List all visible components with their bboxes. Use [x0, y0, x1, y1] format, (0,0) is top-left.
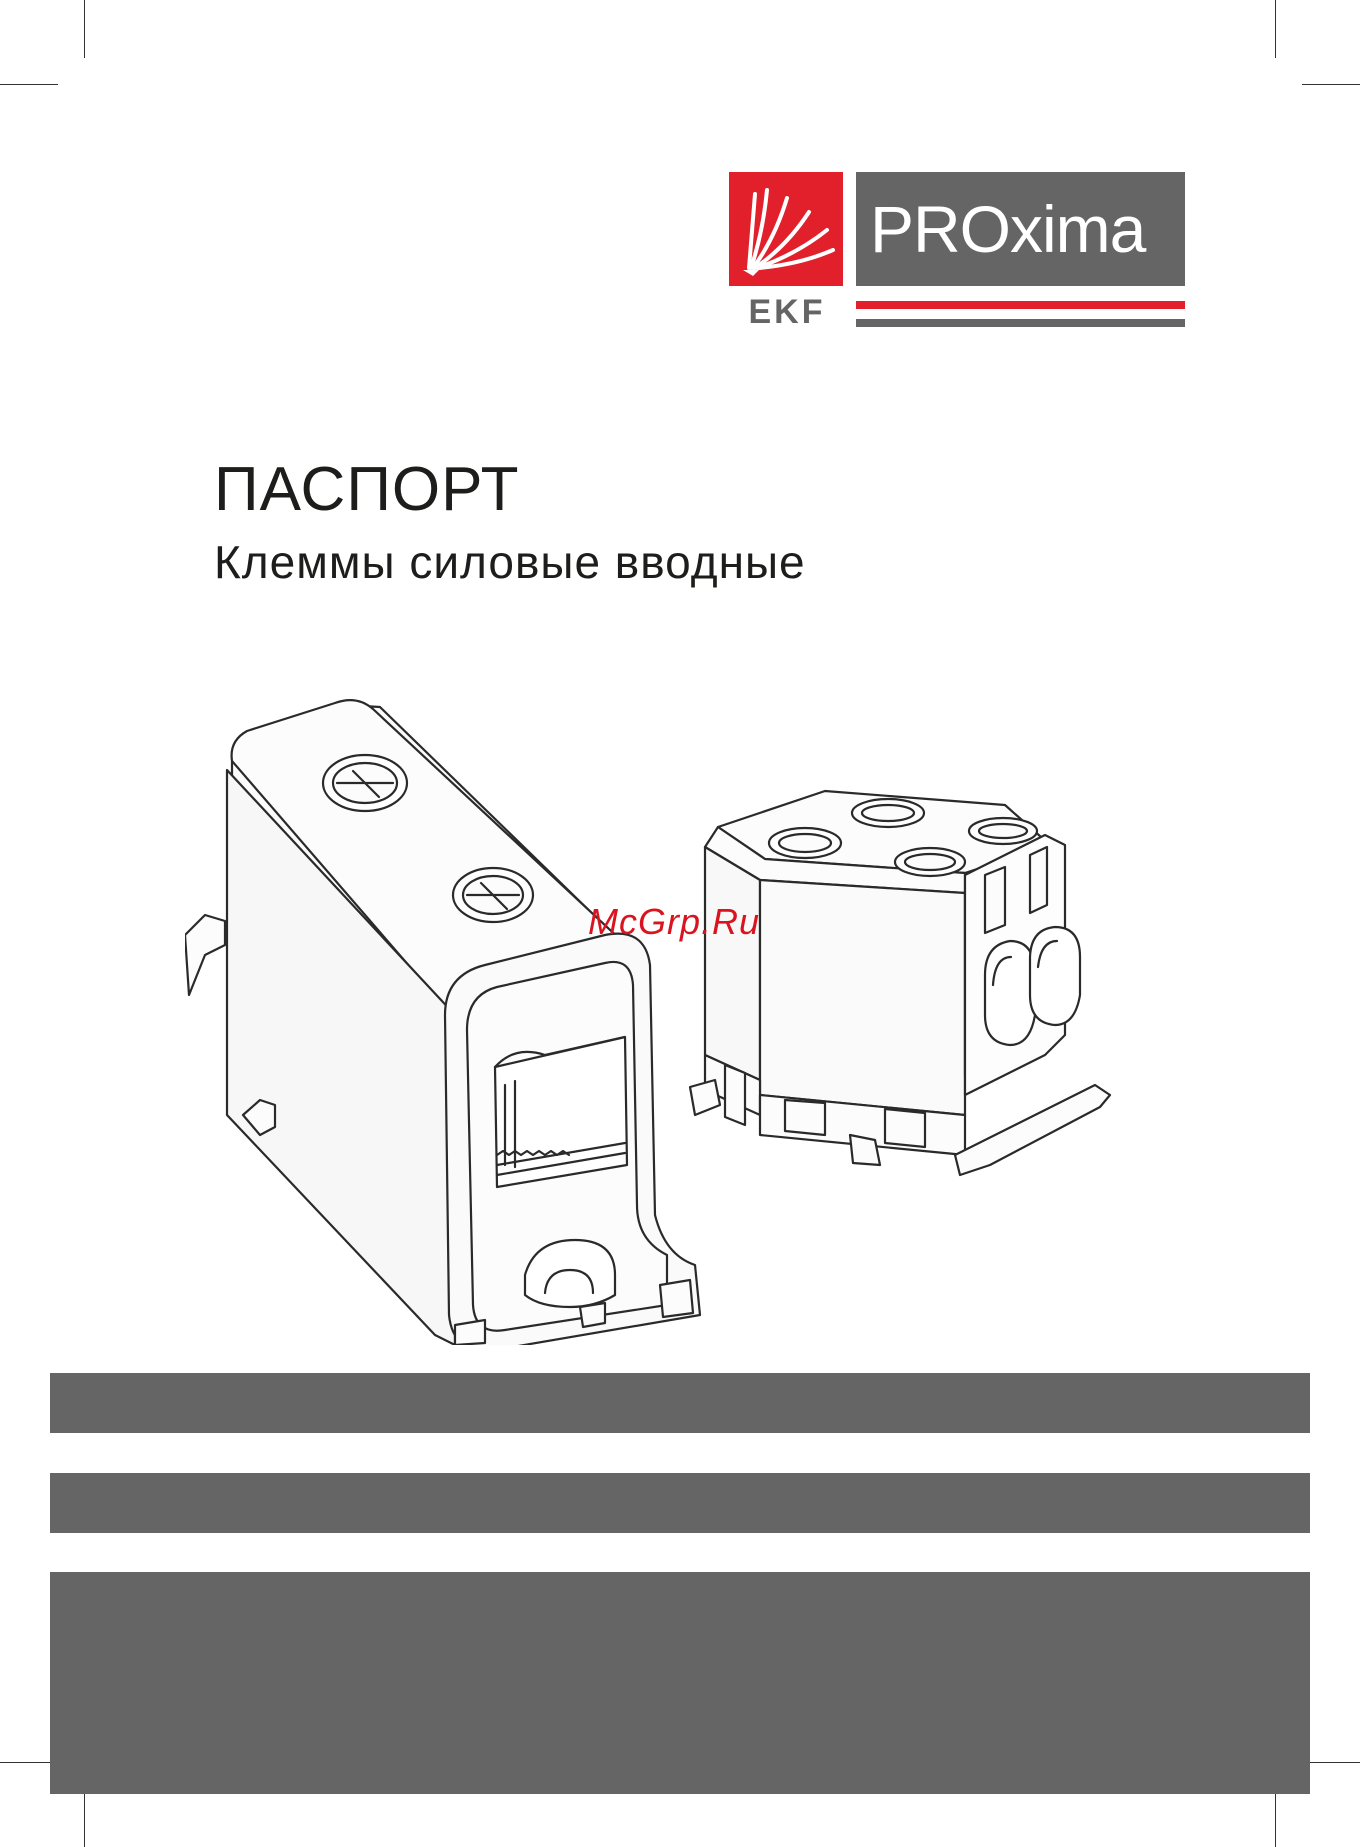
single-pole-power-terminal-icon: [185, 700, 700, 1345]
proxima-ekf-logo: [729, 172, 1185, 332]
footer-bar-1: [50, 1373, 1310, 1433]
brand-product-line: PROxima: [870, 192, 1146, 266]
logo-grey-stripe: [856, 319, 1185, 327]
watermark-text: McGrp.Ru: [588, 901, 761, 942]
document-title: ПАСПОРТ: [214, 455, 520, 524]
product-illustration: [185, 695, 1135, 1345]
crop-mark: [84, 0, 85, 58]
proxima-wordmark: [856, 172, 1185, 286]
footer-block: [50, 1572, 1310, 1794]
crop-mark: [1275, 0, 1276, 58]
crop-mark: [84, 1789, 85, 1847]
crop-mark: [1302, 84, 1360, 85]
crop-mark: [1275, 1789, 1276, 1847]
fan-burst-logo-icon: [729, 172, 843, 286]
document-subtitle: Клеммы силовые вводные: [214, 536, 806, 588]
crop-mark: [1302, 1762, 1360, 1763]
ekf-wordmark: EKF: [748, 293, 826, 331]
two-pole-power-terminal-icon: [690, 791, 1110, 1175]
logo-red-stripe: [856, 301, 1185, 309]
crop-mark: [0, 84, 58, 85]
footer-bar-2: [50, 1473, 1310, 1533]
